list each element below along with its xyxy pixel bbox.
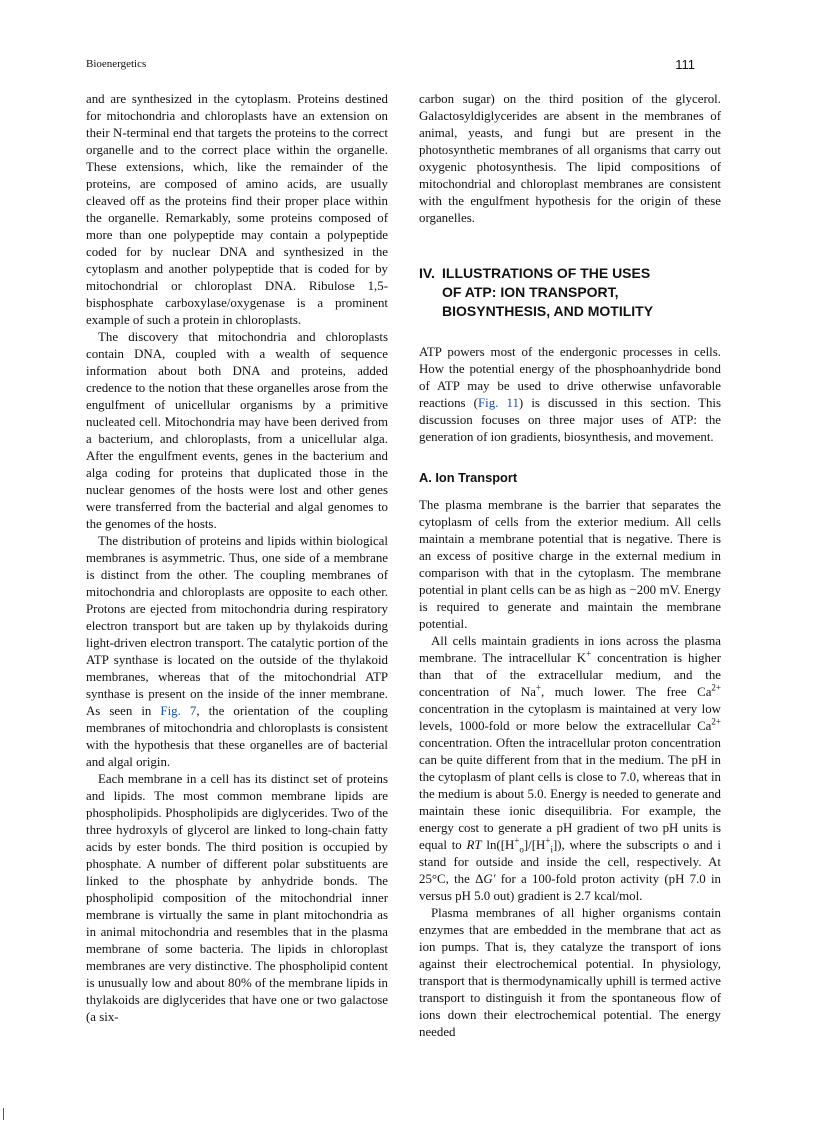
paragraph: Plasma membranes of all higher organisms contain enzymes that are embedded in the membrane that act as ion pumps. That is, they catalyze the transport of ions against their electrochemical potential. In physiology, transport that is thermodynamically uphill is termed active transport to distinguish it from the spontaneous flow of ions down their electrochemical potential. The energy needed: [419, 906, 721, 1039]
page-number: 111: [675, 57, 695, 72]
text-run: ATP powers most of the endergonic processes in cells. How the potential energy of the phosphoanhydride bond of ATP may be used to drive otherwise unfavorable reactions (: [419, 345, 721, 410]
section-title: ILLUSTRATIONS OF THE USES OF ATP: ION TRANSPORT, BIOSYNTHESIS, AND MOTILITY: [442, 265, 654, 319]
text-run: The distribution of proteins and lipids within biological membranes is asymmetric. Thus, one side of a membrane is distinct from the other. The coupling membranes of mitochondria and chloroplasts are opposite to each other. Protons are ejected from mitochondria during respiratory electron transport but are taken up by thylakoids during light-driven electron transport. The catalytic portion of the ATP synthase is located on the outside of the thylakoid membranes, whereas that of the mitochondrial ATP synthase is present on the inside of the inner membrane. As seen in: [86, 534, 388, 718]
crop-mark: [3, 1108, 4, 1120]
left-column: [86, 91, 388, 1026]
text-run: , the orientation of the coupling membranes of mitochondria and chloroplasts is consistent with the hypothesis that these organelles are of bacterial and algal origin.: [86, 704, 388, 769]
running-head: Bioenergetics: [86, 58, 147, 70]
paragraph: carbon sugar) on the third position of the glycerol. Galactosyldiglycerides are absent in the membranes of animal, yeasts, and fungi but are present in the photosynthetic membranes of all organisms that carry out oxygenic photosynthesis. The lipid compositions of mitochondrial and chloroplast membranes are consistent with the engulfment hypothesis for the origin of these organelles.: [419, 92, 721, 225]
paragraph: Each membrane in a cell has its distinct set of proteins and lipids. The most common membrane lipids are phospholipids. Phospholipids are diglycerides. Two of the three hydroxyls of glycerol are linked to long-chain fatty acids by ester bonds. The third position is occupied by phosphate. A number of different polar substituents are linked to the phosphate by anhydride bonds. The phospholipid composition of the mitochondrial inner membrane is virtually the same in plant mitochondria as in animal mitochondria and resembles that in the plasma membrane of some bacteria. The lipids in chloroplast membranes are very distinctive. The phospholipid content is unusually low and about 80% of the membrane lipids in thylakoids are diglycerides that have one or two galactose (a six-: [86, 772, 388, 1024]
right-column: [419, 91, 721, 1041]
section-number: IV.: [419, 265, 435, 281]
paragraph: The plasma membrane is the barrier that separates the cytoplasm of cells from the exterior medium. All cells maintain a membrane potential that is negative. There is an excess of positive charge in the external medium in comparison with that in the cytoplasm. The membrane potential in plant cells can be as high as −200 mV. Energy is required to generate and maintain the membrane potential.: [419, 498, 721, 631]
paragraph: The discovery that mitochondria and chloroplasts contain DNA, coupled with a wealth of sequence information about both DNA and proteins, added credence to the notion that these organelles arose from the engulfment of unicellular organisms by a primitive nucleated cell. Mitochondria may have been derived from a bacterium, and chloroplasts, from a unicellular alga. After the engulfment events, genes in the bacterium and alga coding for proteins that duplicated those in the nuclear genomes of the hosts were lost and other genes were transferred from the bacterial and algal genomes to the genomes of the hosts.: [86, 330, 388, 531]
text-run: ) is discussed in this section. This discussion focuses on three major uses of ATP: the generation of ion gradients, biosynthesis, and movement.: [419, 396, 721, 444]
paragraph: All cells maintain gradients in ions across the plasma membrane. The intracellular K+ concentration is higher than that of the extracellular medium, and the concentration of Na+, much lower. The free $Ca^{2+}$ concentration in the cytoplasm is maintained at very low levels, 1000-fold or more below the extracellular $Ca^{2+}$ concentration. Often the intracellular proton concentration can be quite different from that in the medium. The pH in the cytoplasm of plant cells is close to 7.0, whereas that in the medium is about 5.0. Energy is needed to generate and maintain these ionic disequilibria. For example, the energy cost to generate a pH gradient of two pH units is equal to RT $\ln([H^+_o]/[H^+_i])$, where the subscripts o and i stand for outside and inside the cell, respectively. At 25°C, the ΔG′ for a 100-fold proton activity (pH 7.0 in versus pH 5.0 out) gradient is 2.7 kcal/mol.: [419, 634, 721, 903]
figure-link[interactable]: Fig. 7: [160, 704, 197, 718]
paragraph: [419, 344, 721, 446]
section-heading: [419, 264, 721, 321]
subsection-heading: A. Ion Transport: [419, 470, 518, 485]
paragraph: [86, 533, 388, 771]
figure-link[interactable]: Fig. 11: [477, 396, 519, 410]
paragraph: and are synthesized in the cytoplasm. Proteins destined for mitochondria and chloroplasts have an extension on their N-terminal end that targets the proteins to the correct organelle and to the correct place within the organelle. These extensions, which, like the remainder of the proteins, are composed of amino acids, are usually cleaved off as the proteins find their proper place within the organelle. Remarkably, some proteins composed of more than one polypeptide may contain a polypeptide coded for by nuclear DNA and synthesized in the cytoplasm and another polypeptide that is coded for by mitochondrial or chloroplast DNA. Ribulose 1,5-bisphosphate carboxylase/oxygenase is a prominent example of such a protein in chloroplasts.: [86, 92, 388, 327]
